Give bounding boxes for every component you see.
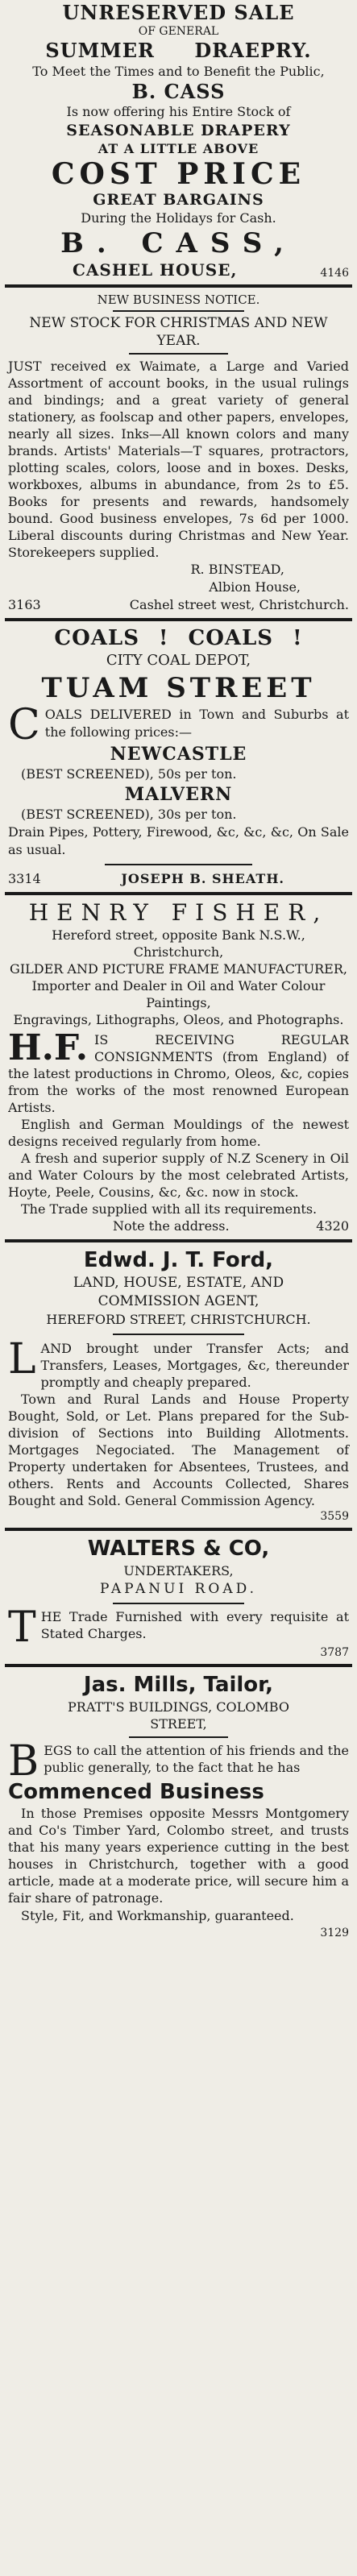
fisher-footer	[8, 1217, 349, 1235]
ford-title: LAND, HOUSE, ESTATE, AND COMMISSION AGENT,	[73, 1275, 284, 1309]
fisher-note: Note the address.	[113, 1218, 230, 1234]
ford-dropcap: L	[8, 1340, 36, 1383]
divider	[129, 1736, 228, 1738]
coal-number: 3314	[8, 871, 41, 886]
binstead-number: 3163	[8, 597, 41, 612]
divider	[129, 353, 228, 355]
cass-little-above: AT A LITTLE ABOVE	[98, 141, 259, 156]
walters-name: WALTERS & CO,	[87, 1537, 270, 1561]
cass-holidays: During the Holidays for Cash.	[81, 210, 276, 226]
walters-body: HE Trade Furnished with every requisite at Stated Charges.	[40, 1609, 349, 1641]
binstead-notice: NEW BUSINESS NOTICE.	[97, 292, 260, 307]
ford-services: Town and Rural Lands and House Property Bought, Sold, or Let. Plans prepared for the Sub-division of Sections into Building Allotments. Mortgages Negociated. The Management of Property undertaken for Absentees, Trustees, and others. Rents and Accounts Collected, Shares Bought and Sold. General Commission Agency.	[8, 1392, 349, 1508]
binstead-heading: NEW STOCK FOR CHRISTMAS AND NEW YEAR.	[29, 315, 328, 349]
fisher-name: HENRY FISHER,	[28, 899, 329, 926]
advert-binstead	[0, 292, 357, 614]
coal-misc: Drain Pipes, Pottery, Firewood, &c, &c, &c, On Sale as usual.	[8, 824, 349, 857]
advert-coal	[0, 625, 357, 888]
mills-address: PRATT'S BUILDINGS, COLOMBO STREET,	[68, 1699, 289, 1732]
divider	[113, 310, 244, 312]
mills-intro	[8, 1742, 349, 1779]
fisher-hf-body: IS RECEIVING REGULAR CONSIGNMENTS (from England) of the latest productions in Chromo, Oleos, &c, copies from the works of the most renowned European Artists.	[8, 1032, 349, 1115]
mills-number: 3129	[320, 1927, 349, 1939]
advert-cass	[0, 0, 357, 280]
mills-body: EGS to call the attention of his friends and the public generally, to the fact that he has	[44, 1743, 349, 1775]
divider	[5, 284, 352, 288]
mills-name: Jas. Mills, Tailor,	[83, 1673, 274, 1697]
coal-headline: COALS ! COALS !	[54, 626, 303, 650]
coal-malvern-price: (BEST SCREENED), 30s per ton.	[21, 807, 237, 822]
cass-cost-price: COST PRICE	[51, 157, 306, 191]
fisher-trade-supplied: The Trade supplied with all its requirements.	[21, 1201, 318, 1217]
cass-number: 4146	[320, 267, 349, 280]
cass-offering: Is now offering his Entire Stock of	[66, 104, 291, 119]
advert-mills	[0, 1671, 357, 1940]
binstead-sig: R. BINSTEAD,	[190, 562, 284, 577]
fisher-hf-block	[8, 1031, 349, 1116]
cass-house: CASHEL HOUSE,	[73, 260, 238, 280]
binstead-address: Cashel street west, Christchurch.	[129, 597, 349, 612]
divider	[5, 1664, 352, 1667]
walters-intro	[8, 1608, 349, 1645]
ford-body: AND brought under Transfer Acts; and Transfers, Leases, Mortgages, &c, thereunder promptly and cheaply prepared.	[40, 1341, 349, 1390]
fisher-trade: GILDER AND PICTURE FRAME MANUFACTURER,	[10, 961, 347, 977]
cass-seasonable: SEASONABLE DRAPERY	[66, 122, 291, 139]
coal-newcastle: NEWCASTLE	[110, 744, 247, 765]
divider	[105, 864, 252, 865]
coal-signature: JOSEPH B. SHEATH.	[121, 871, 284, 886]
ford-address: HEREFORD STREET, CHRISTCHURCH.	[46, 1312, 311, 1327]
fisher-number: 4320	[316, 1218, 349, 1234]
mills-premises: In those Premises opposite Messrs Montgomery and Co's Timber Yard, Colombo street, and trusts that his many years experience cutting in the best houses in Christchurch, together with a good article, made at a moderate price, will secure him a fair share of patronage.	[8, 1806, 349, 1906]
fisher-hf-mark: H.F.	[8, 1031, 89, 1068]
mills-dropcap: B	[8, 1742, 39, 1779]
cass-summer-drapery: SUMMER DRAEPRY.	[45, 39, 312, 62]
advert-fisher	[0, 899, 357, 1235]
advert-walters	[0, 1535, 357, 1660]
walters-number: 3787	[320, 1646, 349, 1659]
cass-intro: To Meet the Times and to Benefit the Public,	[32, 64, 325, 79]
cass-footer	[8, 259, 349, 280]
coal-newcastle-price: (BEST SCREENED), 50s per ton.	[21, 766, 237, 782]
coal-depot: CITY COAL DEPOT,	[106, 652, 251, 669]
coal-intro	[8, 706, 349, 743]
coal-dropcap: C	[8, 706, 40, 743]
cass-headline: UNRESERVED SALE	[62, 1, 295, 24]
coal-malvern: MALVERN	[124, 784, 233, 805]
coal-street: TUAM STREET	[41, 672, 316, 704]
cass-signature: B. CASS,	[60, 227, 297, 259]
fisher-importer: Importer and Dealer in Oil and Water Colour Paintings,	[31, 978, 326, 1010]
walters-dropcap: T	[8, 1608, 36, 1645]
divider	[113, 1603, 244, 1604]
binstead-footer	[8, 596, 349, 614]
mills-guarantee: Style, Fit, and Workmanship, guaranteed.	[21, 1908, 294, 1923]
walters-road: PAPANUI ROAD.	[99, 1581, 258, 1597]
fisher-engravings: Engravings, Lithographs, Oleos, and Photographs.	[13, 1012, 344, 1027]
advert-ford	[0, 1247, 357, 1524]
coal-body: OALS DELIVERED in Town and Suburbs at the following prices:—	[44, 707, 349, 740]
divider	[5, 892, 352, 895]
binstead-albion: Albion House,	[209, 579, 301, 595]
fisher-scenery: A fresh and superior supply of N.Z Scenery in Oil and Water Colours by the most celebrated Artists, Hoyte, Peele, Cousins, &c, &c. now in stock.	[8, 1151, 349, 1200]
fisher-mouldings: English and German Mouldings of the newest designs received regularly from home.	[8, 1117, 349, 1149]
ford-number: 3559	[320, 1510, 349, 1523]
coal-footer	[8, 870, 349, 888]
cass-great-bargains: GREAT BARGAINS	[93, 191, 264, 209]
divider	[113, 1334, 244, 1335]
binstead-body: JUST received ex Waimate, a Large and Varied Assortment of account books, in the usual rulings and bindings; and a great variety of general stationery, as foolscap and other papers, envelopes, nearly all sizes. Inks—All known colors and many brands. Artists' Materials—T squares, protractors, plotting scales, colors, loose and in boxes. Desks, workboxes, albums in abundance, from 2s to £5. Books for presents and rewards, handsomely bound. Good business envelopes, 7s 6d per 1000. Liberal discounts during Christmas and New Year. Storekeepers supplied.	[8, 359, 349, 560]
cass-of-general: OF GENERAL	[138, 25, 219, 38]
fisher-address: Hereford street, opposite Bank N.S.W., Christchurch,	[52, 927, 305, 960]
cass-name: B. CASS	[131, 80, 226, 103]
mills-commenced: Commenced Business	[8, 1780, 264, 1804]
divider	[5, 1239, 352, 1242]
ford-name: Edwd. J. T. Ford,	[83, 1248, 274, 1272]
divider	[5, 1528, 352, 1531]
divider	[5, 618, 352, 621]
walters-undertakers: UNDERTAKERS,	[123, 1563, 234, 1578]
ford-intro	[8, 1340, 349, 1391]
